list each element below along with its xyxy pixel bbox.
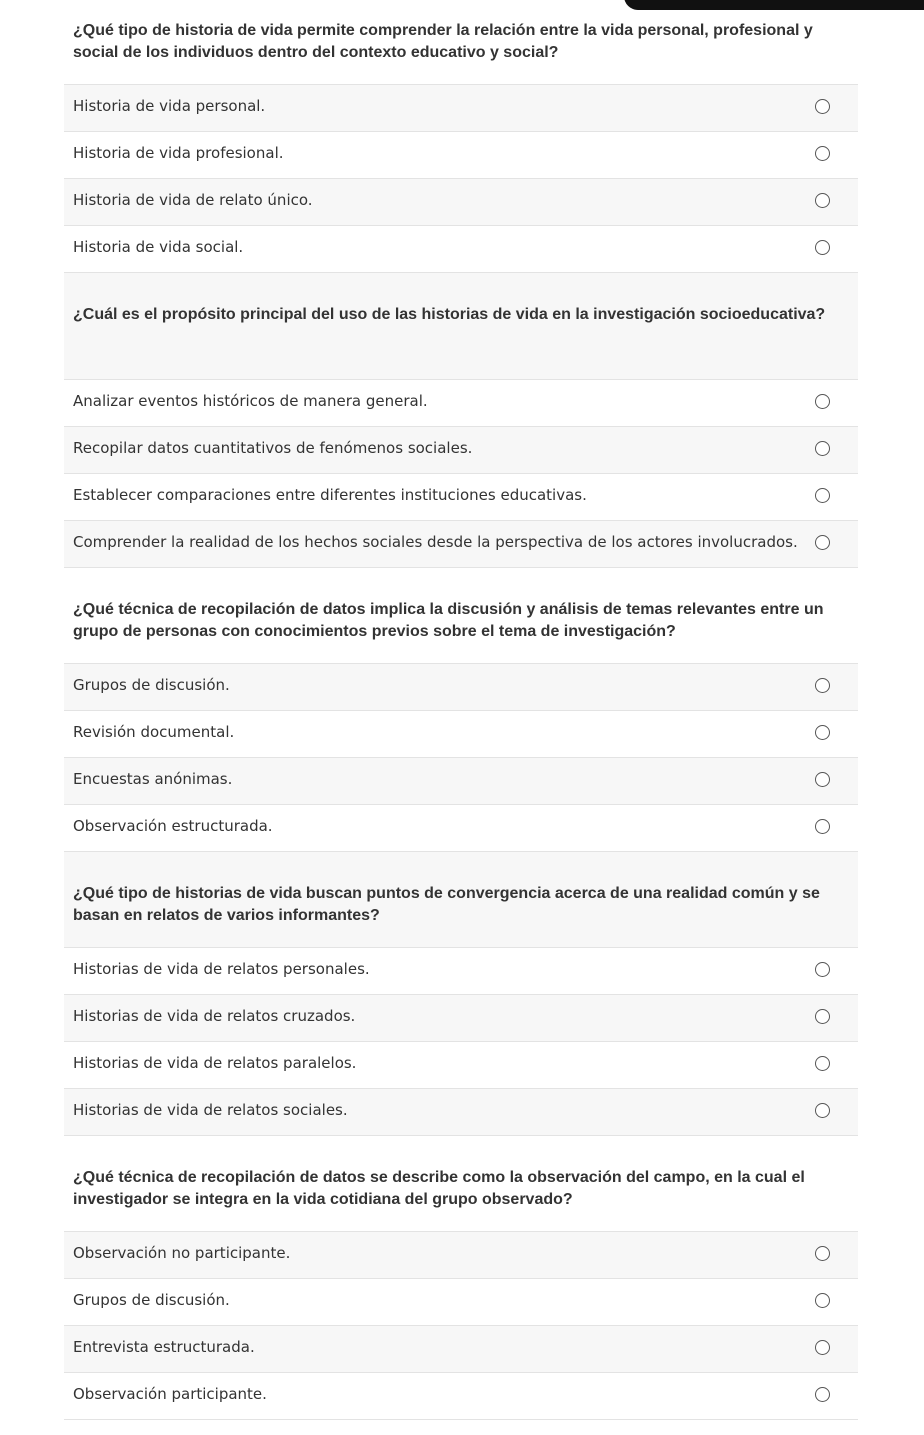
option-label: Historias de vida de relatos sociales. [73, 1101, 348, 1119]
radio-button[interactable] [815, 1293, 830, 1308]
option-label: Observación no participante. [73, 1244, 291, 1262]
radio-button[interactable] [815, 725, 830, 740]
answer-option[interactable] [64, 1373, 858, 1420]
option-label: Historias de vida de relatos personales. [73, 960, 370, 978]
question-5: ¿Qué técnica de recopilación de datos se describe como la observación del campo, en la cual el investigador se integra en la vida cotidiana del grupo observado? [64, 1136, 858, 1232]
answer-option[interactable] [64, 1232, 858, 1279]
option-label: Grupos de discusión. [73, 1291, 230, 1309]
option-label: Historias de vida de relatos paralelos. [73, 1054, 357, 1072]
answer-option[interactable] [64, 427, 858, 474]
option-label: Recopilar datos cuantitativos de fenómenos sociales. [73, 439, 473, 457]
option-label: Historia de vida profesional. [73, 144, 284, 162]
question-3: ¿Qué técnica de recopilación de datos implica la discusión y análisis de temas relevantes entre un grupo de personas con conocimientos previos sobre el tema de investigación? [64, 568, 858, 664]
radio-button[interactable] [815, 394, 830, 409]
answer-option[interactable] [64, 85, 858, 132]
option-label: Analizar eventos históricos de manera general. [73, 392, 428, 410]
radio-button[interactable] [815, 1103, 830, 1118]
question-1: ¿Qué tipo de historia de vida permite comprender la relación entre la vida personal, profesional y social de los individuos dentro del contexto educativo y social? [64, 0, 858, 85]
radio-button[interactable] [815, 962, 830, 977]
quiz-list [64, 0, 858, 1420]
answer-option[interactable] [64, 711, 858, 758]
option-label: Historia de vida social. [73, 238, 244, 256]
option-label: Historia de vida de relato único. [73, 191, 313, 209]
option-label: Observación participante. [73, 1385, 267, 1403]
answer-option[interactable] [64, 664, 858, 711]
radio-button[interactable] [815, 240, 830, 255]
answer-option[interactable] [64, 1042, 858, 1089]
radio-button[interactable] [815, 1387, 830, 1402]
radio-button[interactable] [815, 193, 830, 208]
question-4: ¿Qué tipo de historias de vida buscan puntos de convergencia acerca de una realidad común y se basan en relatos de varios informantes? [64, 852, 858, 948]
radio-button[interactable] [815, 1340, 830, 1355]
radio-button[interactable] [815, 99, 830, 114]
option-label: Historias de vida de relatos cruzados. [73, 1007, 356, 1025]
radio-button[interactable] [815, 819, 830, 834]
radio-button[interactable] [815, 772, 830, 787]
option-label: Establecer comparaciones entre diferentes instituciones educativas. [73, 486, 587, 504]
option-label: Comprender la realidad de los hechos sociales desde la perspectiva de los actores involucrados. [73, 533, 798, 551]
answer-option[interactable] [64, 1279, 858, 1326]
option-label: Encuestas anónimas. [73, 770, 233, 788]
answer-option[interactable] [64, 521, 858, 568]
answer-option[interactable] [64, 474, 858, 521]
radio-button[interactable] [815, 1246, 830, 1261]
question-2: ¿Cuál es el propósito principal del uso de las historias de vida en la investigación socioeducativa? [64, 273, 858, 380]
answer-option[interactable] [64, 380, 858, 427]
radio-button[interactable] [815, 535, 830, 550]
answer-option[interactable] [64, 132, 858, 179]
option-label: Revisión documental. [73, 723, 235, 741]
answer-option[interactable] [64, 758, 858, 805]
answer-option[interactable] [64, 805, 858, 852]
answer-option[interactable] [64, 1089, 858, 1136]
option-label: Grupos de discusión. [73, 676, 230, 694]
answer-option[interactable] [64, 1326, 858, 1373]
radio-button[interactable] [815, 1056, 830, 1071]
radio-button[interactable] [815, 678, 830, 693]
answer-option[interactable] [64, 948, 858, 995]
radio-button[interactable] [815, 441, 830, 456]
answer-option[interactable] [64, 995, 858, 1042]
answer-option[interactable] [64, 179, 858, 226]
radio-button[interactable] [815, 146, 830, 161]
answer-option[interactable] [64, 226, 858, 273]
radio-button[interactable] [815, 1009, 830, 1024]
option-label: Entrevista estructurada. [73, 1338, 255, 1356]
radio-button[interactable] [815, 488, 830, 503]
option-label: Observación estructurada. [73, 817, 273, 835]
option-label: Historia de vida personal. [73, 97, 266, 115]
